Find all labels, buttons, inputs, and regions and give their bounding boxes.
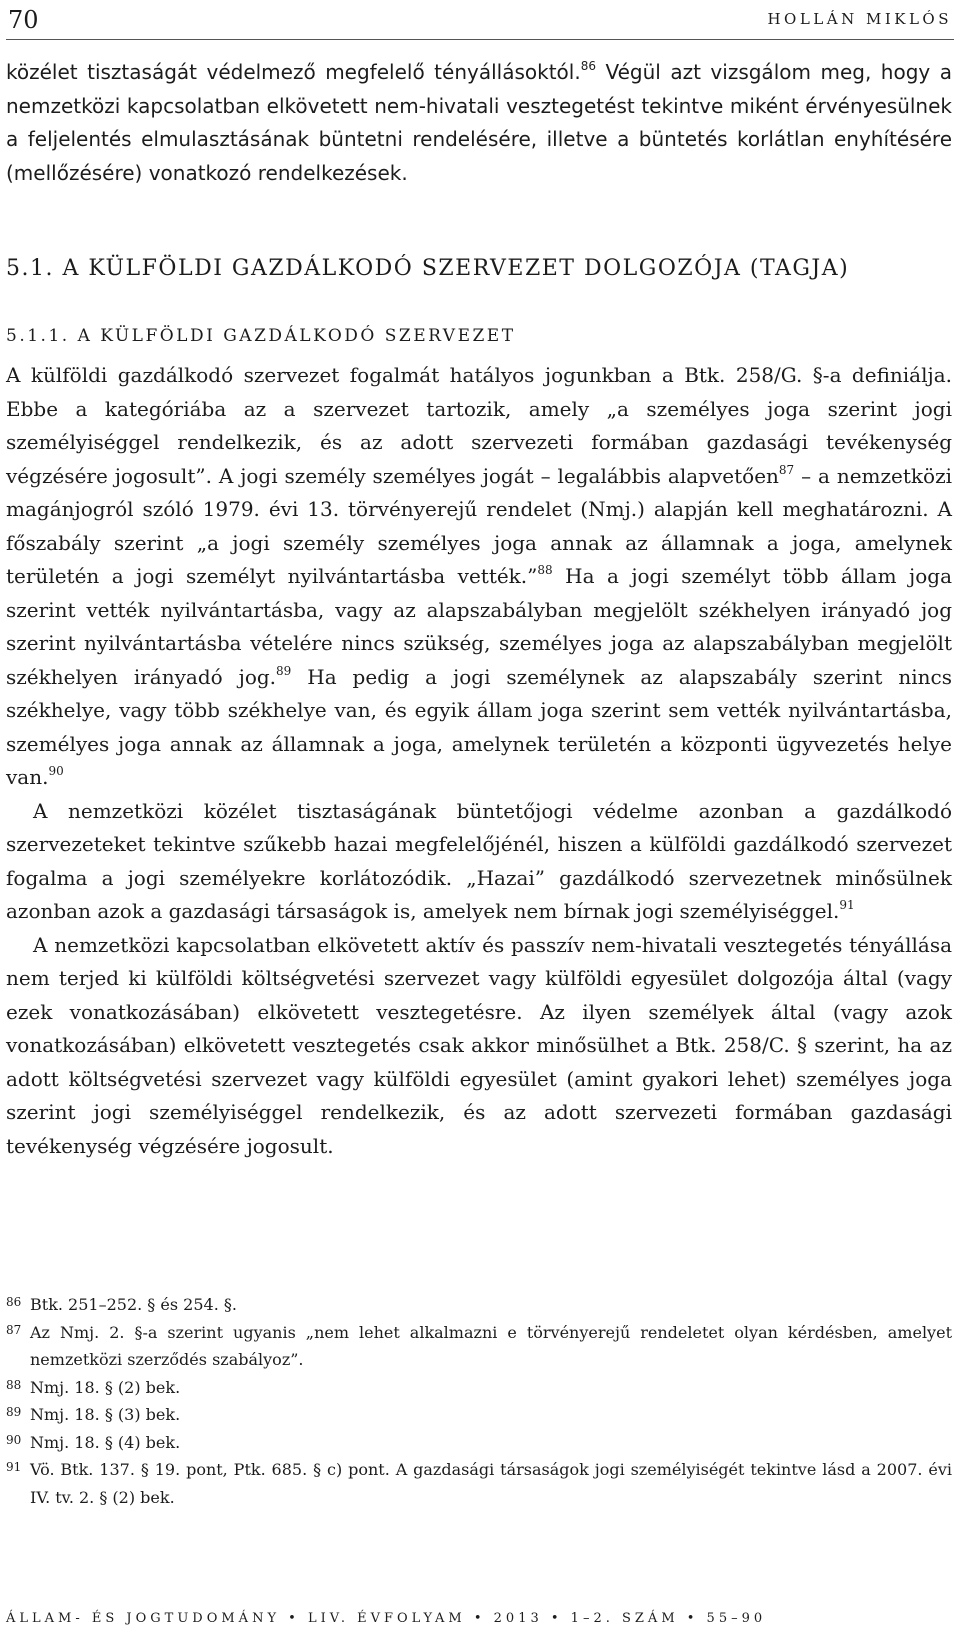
- main-text: [6, 359, 952, 1163]
- footnote-number: 88: [6, 1377, 22, 1392]
- p1-text-c: Ha a jogi személyt több állam joga szerint vették nyilvántartásba, vagy az alapszabályban megjelölt székhelyen irányadó jog szerint nyilvántartásba vételére nincs szükség, személyes joga az alapszabályban megjelölt székhelyen irányadó jog.: [6, 564, 952, 689]
- paragraph-1: [6, 359, 952, 795]
- p1-text-a: A külföldi gazdálkodó szervezet fogalmát hatályos jogunkban a Btk. 258/G. §-a definiálja. Ebbe a kategóriába az a szervezet tartozik, amely „a személyes joga szerint jogi személyiséggel rendelkezik, és az adott szervezeti formában gazdasági tevékenység végzésére jogosult”. A jogi személy személyes jogát – legalábbis alapvetően: [6, 363, 952, 488]
- continuation-paragraph: [6, 56, 952, 190]
- footnote-87: [6, 1319, 952, 1374]
- footnote-text: Nmj. 18. § (4) bek.: [30, 1432, 181, 1452]
- footnote-ref-90[interactable]: 90: [48, 764, 64, 778]
- footnotes: [6, 1291, 952, 1511]
- p1-text-d: Ha pedig a jogi személynek az alapszabály szerint nincs székhelye, vagy több székhelye van, és egyik állam joga szerint sem vették nyilvántartásba, személyes joga annak az államnak a joga, amelynek területén a központi ügyvezetés helye van.: [6, 664, 952, 789]
- footnote-91: [6, 1456, 952, 1511]
- header-rule: [6, 39, 954, 40]
- subsection-heading: 5.1.1. A KÜLFÖLDI GAZDÁLKODÓ SZERVEZET: [6, 326, 516, 346]
- section-heading: 5.1. A KÜLFÖLDI GAZDÁLKODÓ SZERVEZET DOLGOZÓJA (TAGJA): [6, 256, 850, 281]
- footnote-ref-88[interactable]: 88: [537, 563, 553, 577]
- footnote-ref-89[interactable]: 89: [276, 663, 292, 678]
- running-header: [6, 0, 954, 40]
- footnote-89: [6, 1401, 952, 1429]
- journal-footer: ÁLLAM- ÉS JOGTUDOMÁNY • LIV. ÉVFOLYAM • 2013 • 1–2. SZÁM • 55–90: [6, 1611, 767, 1626]
- p1-text-b: – a nemzetközi magánjogról szóló 1979. évi 13. törvényerejű rendelet (Nmj.) alapján kell meghatározni. A főszabály szerint „a jogi személy személyes joga annak az államnak a joga, amelynek területén a jogi személyt nyilvántartásba vették.”: [6, 463, 953, 588]
- footnote-text: Btk. 251–252. § és 254. §.: [30, 1295, 237, 1314]
- footnote-ref-86[interactable]: 86: [580, 59, 596, 73]
- footnote-number: 86: [6, 1295, 22, 1309]
- footnote-88: [6, 1374, 952, 1402]
- page-number: 70: [8, 6, 39, 34]
- footnote-text: Az Nmj. 2. §-a szerint ugyanis „nem lehet alkalmazni e törvényerejű rendeletet olyan kérdésben, amelyet nemzetközi szerződés szabályoz”.: [30, 1322, 952, 1369]
- paragraph-3: A nemzetközi kapcsolatban elkövetett aktív és passzív nem-hivatali vesztegetés tényállása nem terjed ki külföldi költségvetési szervezet vagy külföldi egyesület dolgozója által (vagy ezek vonatkozásában) elkövetett vesztegetésre. Az ilyen személyek által (vagy azok vonatkozásában) elkövetett vesztegetés csak akkor minősülhet a Btk. 258/C. § szerint, ha az adott költségvetési szervezet vagy külföldi egyesület (amint gyakori lehet) személyes joga szerint jogi személyiséggel rendelkezik, és az adott szervezeti formában gazdasági tevékenység végzésére jogosult.: [6, 932, 952, 1158]
- intro-text-b: Végül azt vizsgálom meg, hogy a nemzetközi kapcsolatban elkövetett nem-hivatali vesztegetést tekintve miként érvényesülnek a feljelentés elmulasztásának büntetni rendelésére, illetve a büntetés korlátlan enyhítésére (mellőzésére) vonatkozó rendelkezések.: [6, 60, 952, 185]
- footnote-text: Nmj. 18. § (2) bek.: [30, 1377, 181, 1397]
- footnote-ref-87[interactable]: 87: [778, 462, 795, 477]
- running-author: HOLLÁN MIKLÓS: [767, 10, 952, 28]
- footnote-ref-91[interactable]: 91: [839, 898, 855, 912]
- footnote-86: [6, 1291, 952, 1319]
- footnote-text: Nmj. 18. § (3) bek.: [30, 1405, 181, 1424]
- paragraph-2: [6, 795, 952, 929]
- footnote-number: 91: [6, 1460, 22, 1474]
- footnote-number: 87: [6, 1322, 22, 1337]
- intro-text-a: közélet tisztaságát védelmező megfelelő tényállásoktól.: [6, 60, 581, 84]
- footnote-text: Vö. Btk. 137. § 19. pont, Ptk. 685. § c) pont. A gazdasági társaságok jogi személyiségét tekintve lásd a 2007. évi IV. tv. 2. § (2) bek.: [30, 1460, 952, 1507]
- footnote-number: 89: [6, 1405, 22, 1419]
- p2-text-a: A nemzetközi közélet tisztaságának büntetőjogi védelme azonban a gazdálkodó szervezeteket tekintve szűkebb hazai megfelelőjénél, hiszen a külföldi gazdálkodó szervezet fogalma a jogi személyekre korlátozódik. „Hazai” gazdálkodó szervezetnek minősülnek azonban azok a gazdasági társaságok is, amelyek nem bírnak jogi személyiséggel.: [6, 798, 952, 923]
- footnote-number: 90: [6, 1432, 22, 1447]
- footnote-90: [6, 1429, 952, 1457]
